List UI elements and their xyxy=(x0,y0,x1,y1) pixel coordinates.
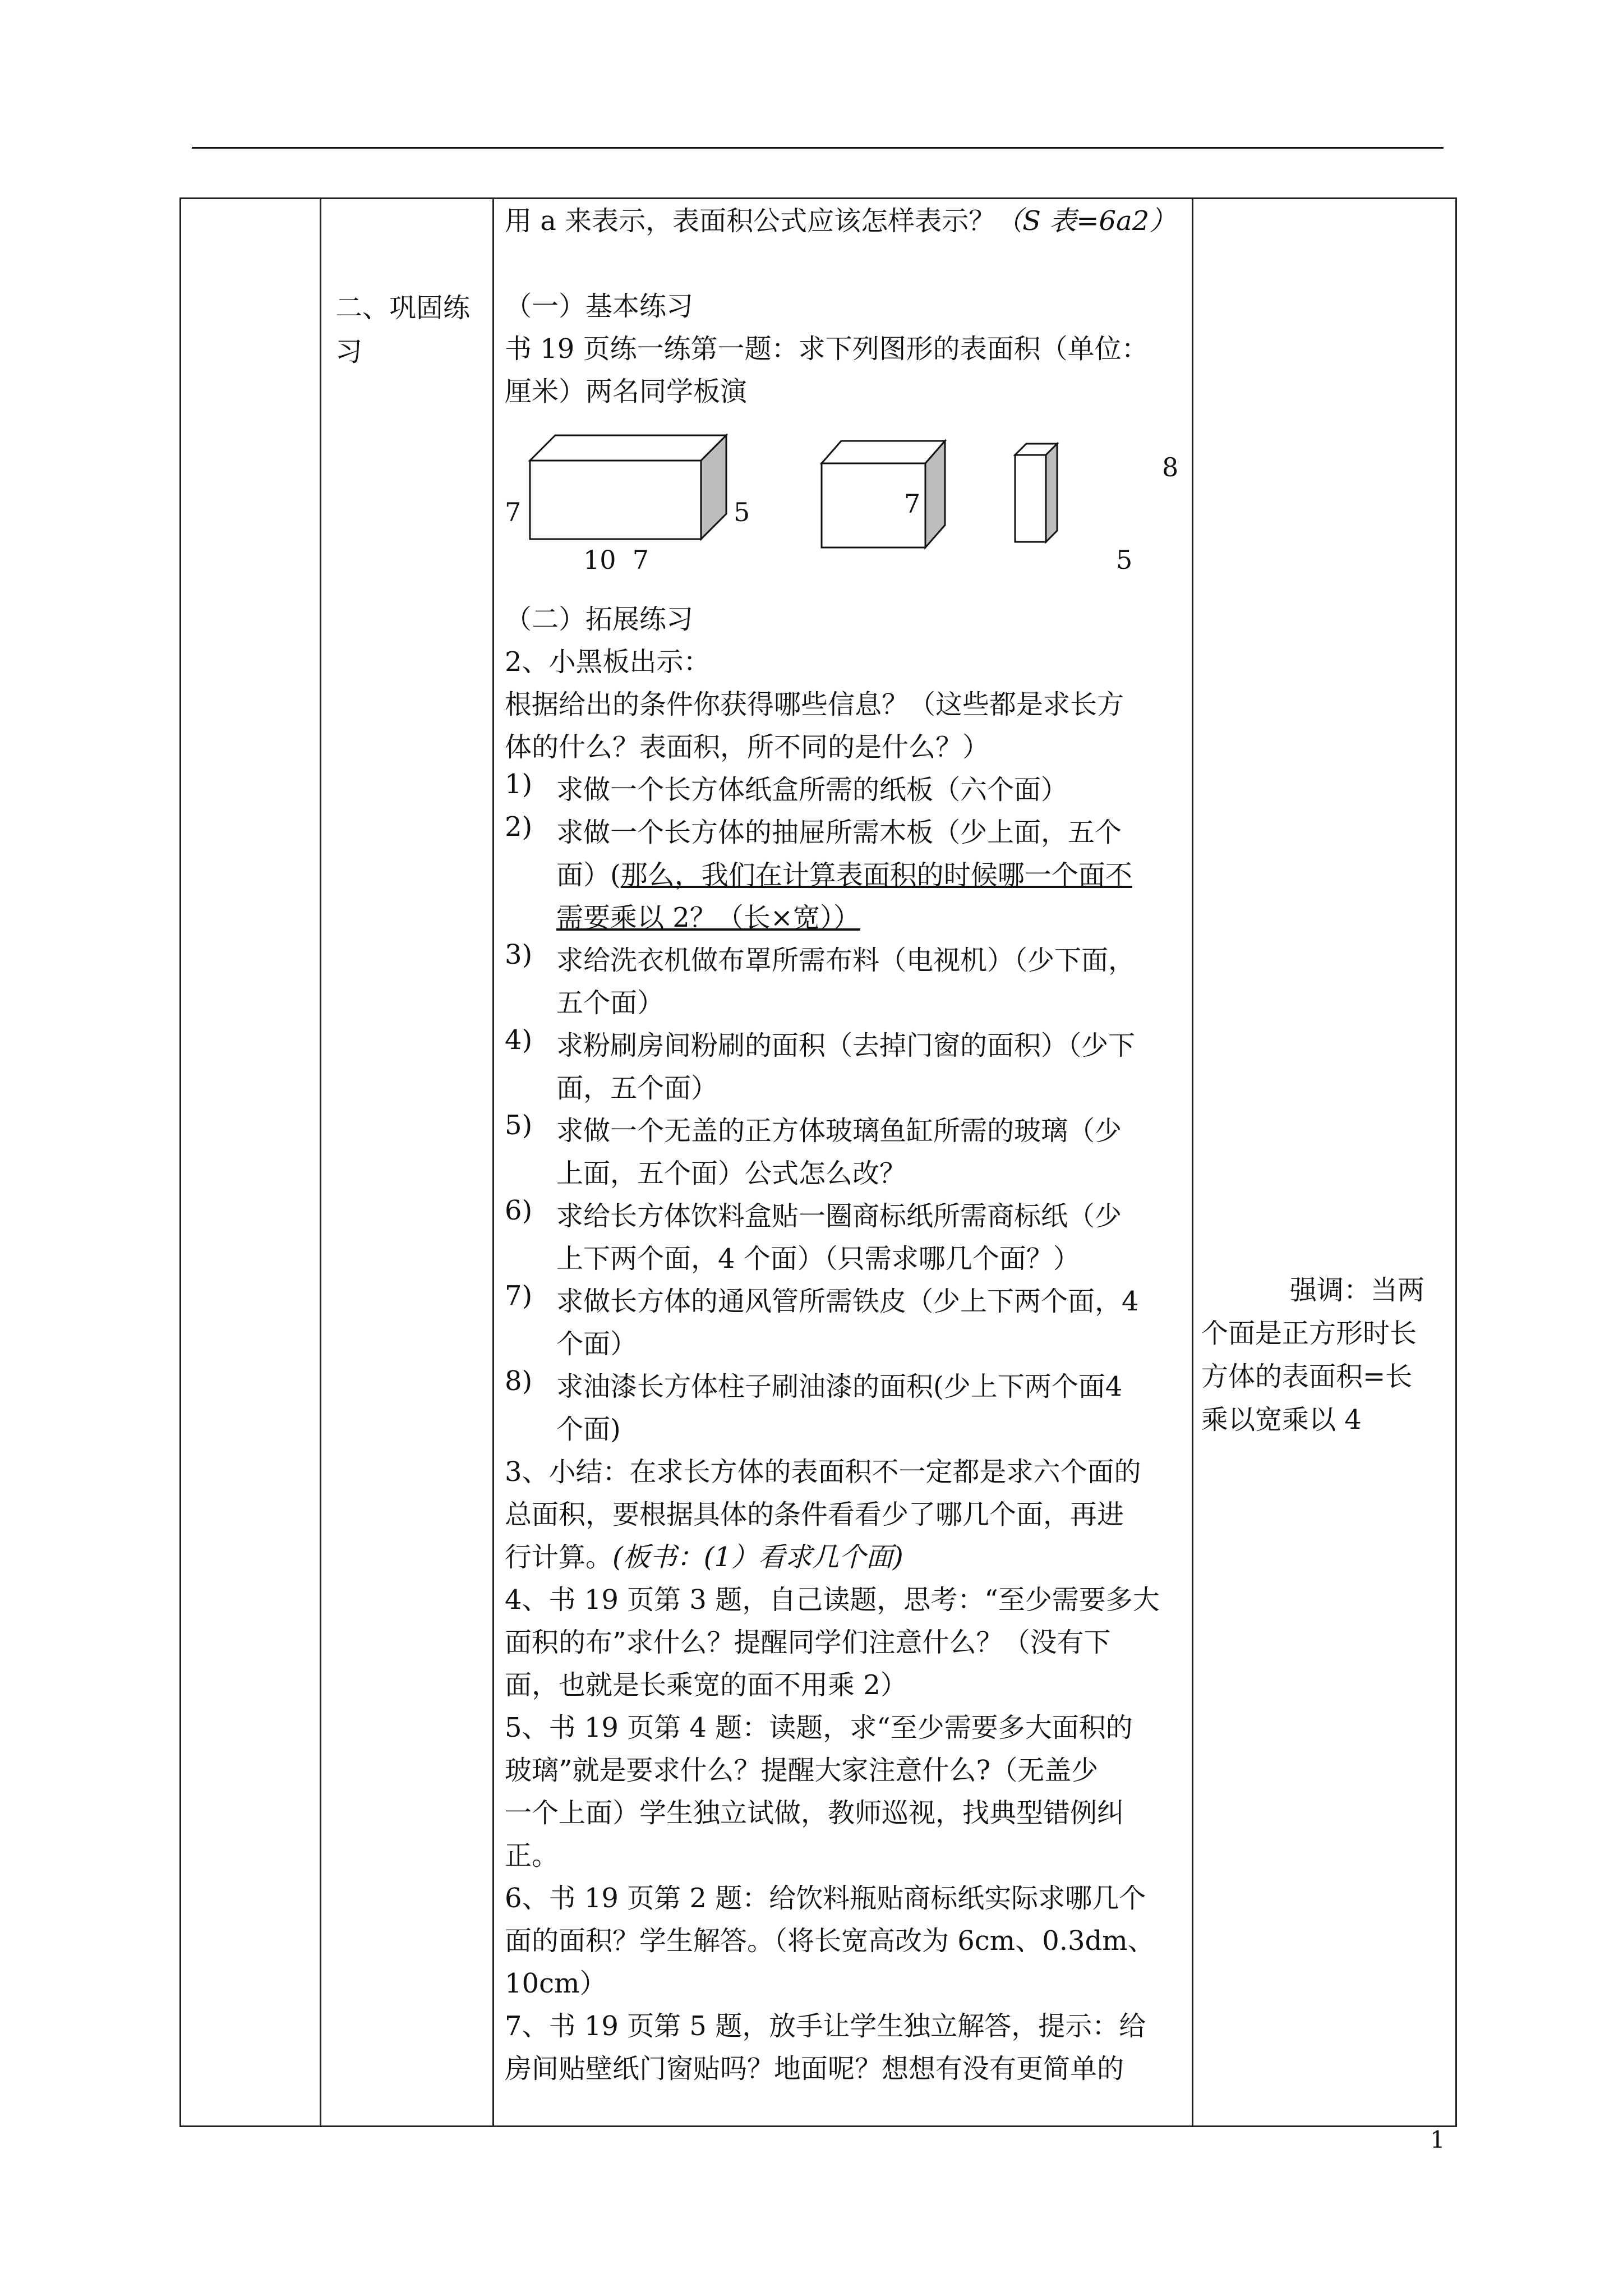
list-text: 求做一个无盖的正方体玻璃鱼缸所需的玻璃（少 xyxy=(556,1115,1122,1147)
list-text: 面）( xyxy=(556,859,621,891)
list-number: 3) xyxy=(505,939,533,970)
section-label: 二、巩固练习 xyxy=(335,292,471,367)
note-line: 强调：当两 xyxy=(1290,1274,1425,1306)
table-bottom-border xyxy=(179,2125,1457,2127)
text-line: 房间贴壁纸门窗贴吗？地面呢？想想有没有更简单的 xyxy=(505,2053,1124,2085)
note-line: 个面是正方形时长 xyxy=(1201,1318,1417,1349)
list-number: 1) xyxy=(505,769,533,800)
text-line: 4、书 19 页第 3 题，自己读题，思考：“至少需要多大 xyxy=(505,1584,1160,1616)
page-number: 1 xyxy=(1430,2126,1445,2154)
text-line: （二）拓展练习 xyxy=(505,604,694,635)
table-col-border xyxy=(179,197,181,2127)
list-text: 个面） xyxy=(556,1328,638,1360)
list-text: 求给长方体饮料盒贴一圈商标纸所需商标纸（少 xyxy=(556,1200,1122,1232)
text-line: 正。 xyxy=(505,1840,559,1871)
list-number: 8) xyxy=(505,1365,533,1397)
figure-area xyxy=(505,413,1192,598)
note-line: 方体的表面积=长 xyxy=(1201,1361,1413,1392)
list-text: 五个面） xyxy=(556,987,665,1019)
teacher-note xyxy=(1201,1269,1454,1442)
list-number: 4) xyxy=(505,1024,533,1056)
list-number: 2) xyxy=(505,811,533,843)
list-item xyxy=(505,811,1192,939)
text-line: 面，也就是长乘宽的面不用乘 2） xyxy=(505,1669,907,1701)
box-length-label: 10 7 xyxy=(583,545,649,575)
list-item xyxy=(505,1110,1192,1195)
list-text: 求油漆长方体柱子刷油漆的面积(少上下两个面4 xyxy=(556,1371,1123,1402)
lesson-content xyxy=(505,197,1192,2090)
list-item xyxy=(505,1280,1192,1365)
list-text: 求做一个长方体纸盒所需的纸板（六个面） xyxy=(556,774,1068,806)
table-col-border xyxy=(1455,197,1457,2127)
text-line: 面积的布”求什么？提醒同学们注意什么？（没有下 xyxy=(505,1627,1111,1658)
list-text: 上面，五个面）公式怎么改？ xyxy=(556,1158,907,1189)
text-line: 面的面积？学生解答。（将长宽高改为 6cm、0.3dm、 xyxy=(505,1925,1155,1957)
board-note: (板书：(1）看求几个面) xyxy=(612,1542,903,1573)
list-text: 求做一个长方体的抽屉所需木板（少上面，五个 xyxy=(556,817,1122,848)
list-text: 个面) xyxy=(556,1414,621,1445)
box-width-label: 5 xyxy=(734,497,750,527)
header-rule xyxy=(192,147,1444,149)
text-line: 行计算。 xyxy=(505,1542,613,1573)
list-item xyxy=(505,1195,1192,1280)
list-number: 6) xyxy=(505,1195,533,1226)
text-line: 用 a 来表示，表面积公式应该怎样表示？ xyxy=(505,205,996,237)
list-text: 面，五个面） xyxy=(556,1073,718,1104)
text-line: 玻璃”就是要求什么？提醒大家注意什么?（无盖少 xyxy=(505,1755,1099,1786)
box-height-label: 7 xyxy=(505,497,522,527)
text-line: 10cm） xyxy=(505,1968,607,1999)
list-text: 求给洗衣机做布罩所需布料（电视机）（少下面， xyxy=(556,945,1136,976)
table-col-border xyxy=(320,197,321,2127)
text-line: 3、小结：在求长方体的表面积不一定都是求六个面的 xyxy=(505,1456,1141,1488)
underlined-text: 需要乘以 2？（长×宽）） xyxy=(556,902,861,933)
text-line: （一）基本练习 xyxy=(505,291,694,322)
text-line: 2、小黑板出示： xyxy=(505,646,711,678)
cube-edge-label: 7 xyxy=(904,489,921,519)
list-item xyxy=(505,939,1192,1024)
text-line: 一个上面）学生独立试做，教师巡视，找典型错例纠 xyxy=(505,1797,1124,1829)
text-line: 总面积，要根据具体的条件看看少了哪几个面，再进 xyxy=(505,1499,1124,1530)
prism-base-label: 5 xyxy=(1116,545,1133,575)
list-item xyxy=(505,1365,1192,1451)
text-line: 5、书 19 页第 4 题：读题，求“至少需要多大面积的 xyxy=(505,1712,1133,1743)
prism-height-label: 8 xyxy=(1162,452,1179,482)
underlined-text: 那么，我们在计算表面积的时候哪一个面不 xyxy=(620,859,1132,891)
list-text: 上下两个面，4 个面）（只需求哪几个面？） xyxy=(556,1243,1080,1274)
list-number: 5) xyxy=(505,1110,533,1141)
table-col-border xyxy=(1192,197,1193,2127)
list-item xyxy=(505,1024,1192,1110)
text-line: 根据给出的条件你获得哪些信息？（这些都是求长方 xyxy=(505,689,1124,720)
list-text: 求粉刷房间粉刷的面积（去掉门窗的面积）（少下 xyxy=(556,1030,1136,1061)
text-line: 7、书 19 页第 5 题，放手让学生独立解答，提示：给 xyxy=(505,2010,1146,2042)
list-item xyxy=(505,769,1192,811)
text-line: 体的什么？表面积，所不同的是什么？） xyxy=(505,731,990,763)
table-col-border xyxy=(492,197,494,2127)
formula-answer: （S 表=6a2） xyxy=(995,205,1177,237)
text-line: 厘米）两名同学板演 xyxy=(505,376,748,407)
text-line: 6、书 19 页第 2 题：给饮料瓶贴商标纸实际求哪几个 xyxy=(505,1883,1146,1914)
list-text: 求做长方体的通风管所需铁皮（少上下两个面，4 xyxy=(556,1286,1139,1317)
text-line: 书 19 页练一练第一题：求下列图形的表面积（单位： xyxy=(505,333,1149,365)
note-line: 乘以宽乘以 4 xyxy=(1201,1404,1362,1435)
list-number: 7) xyxy=(505,1280,533,1312)
